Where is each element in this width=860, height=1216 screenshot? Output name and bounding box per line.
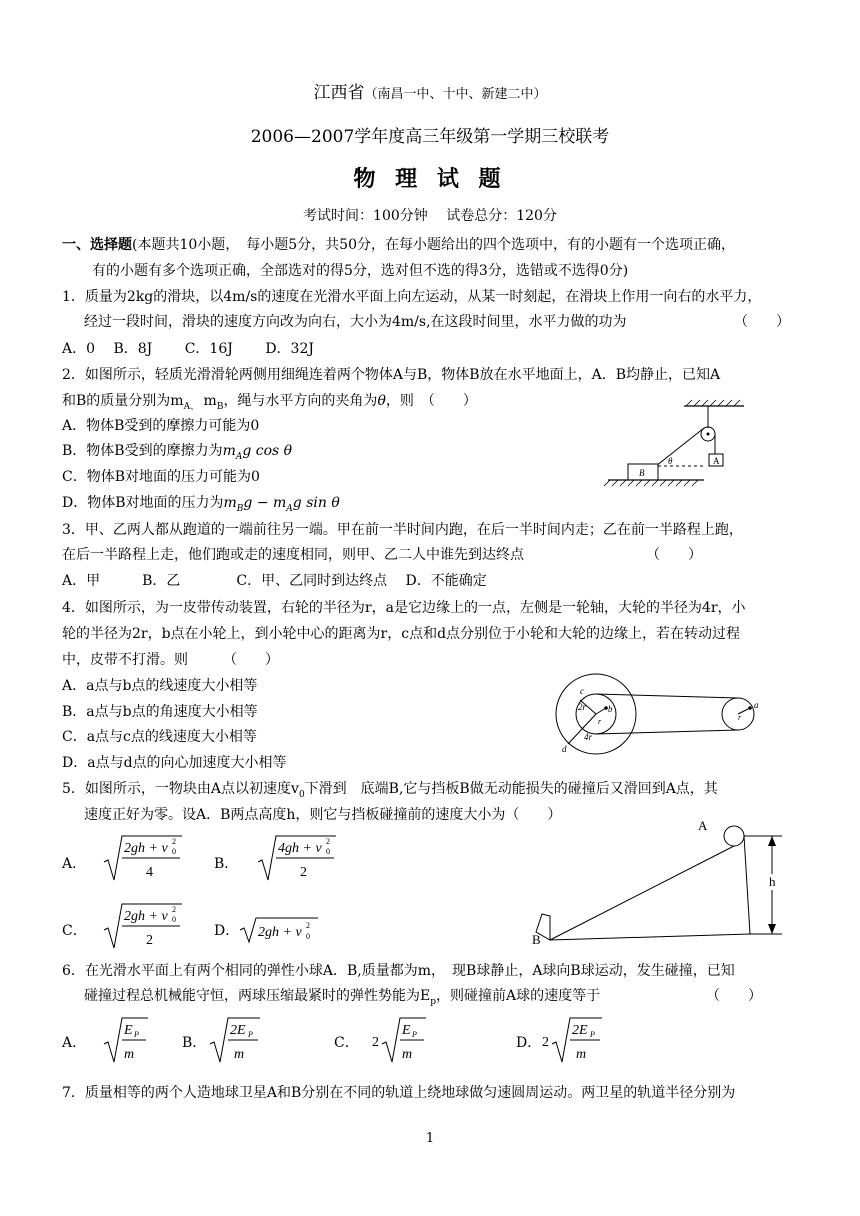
- q5-optC-den: 2: [146, 933, 153, 948]
- fig-label-h: h: [769, 874, 776, 889]
- q4-optC: C．a点与c点的线速度大小相等: [62, 729, 257, 745]
- q2-line2-m: m: [203, 393, 217, 409]
- q1-options: A．0 B．8J C．16J D．32J: [62, 341, 314, 357]
- schools: （南昌一中、十中、新建二中）: [364, 87, 547, 102]
- q2-optB: [62, 442, 292, 466]
- q5-optB-den: 2: [300, 865, 307, 880]
- q4-line1: 4．如图所示，为一皮带传动装置，右轮的半径为r，a是它边缘上的一点，左侧是一轮轴，大轮的半径为4r，小: [62, 600, 746, 616]
- q2-optD-sub2: A: [286, 503, 293, 514]
- q6-optA-label: A．: [62, 1035, 87, 1051]
- q6-optA-den: m: [124, 1047, 135, 1062]
- subject-title: 物 理 试 题: [353, 166, 507, 192]
- q6-optA-num: E: [124, 1023, 133, 1038]
- fig-label-r2: r: [738, 713, 742, 722]
- q2-sub-b: B: [216, 401, 224, 412]
- q6-optD-den: m: [576, 1047, 587, 1062]
- sub0: 0: [326, 847, 330, 856]
- q6-optC-den: m: [402, 1047, 413, 1062]
- q2-optC: C．物体B对地面的压力可能为0: [62, 469, 260, 485]
- q2-optD-text: D．物体B对地面的压力为: [62, 495, 224, 511]
- section1-header: [62, 236, 735, 254]
- sup2: 2: [172, 837, 176, 846]
- q1-line2: 经过一段时间，滑块的速度方向改为向右，大小为4m/s,在这段时间里，水平力做的功为: [84, 314, 627, 330]
- q5-line1-b: 下滑到 底端B,它与挡板B做无动能损失的碰撞后又滑回到A点，其: [304, 781, 718, 797]
- q2-optD-sub1: B: [236, 503, 244, 514]
- q2-optD-m1: m: [223, 495, 237, 511]
- q6-line2: [84, 987, 600, 1011]
- q5-line1-sub: 0: [298, 789, 305, 800]
- q5-line1: [62, 780, 718, 804]
- q4-optB: B．a点与b点的角速度大小相等: [62, 704, 258, 720]
- q6-optC-label: C．: [334, 1035, 359, 1051]
- sub0: 0: [306, 932, 310, 941]
- q5-optB-label: B．: [214, 856, 239, 872]
- q6-optD-num: 2E: [572, 1023, 588, 1038]
- sup2: 2: [326, 837, 330, 846]
- fig-label-A: A: [698, 818, 708, 833]
- q6-optD-radical: [540, 1014, 606, 1066]
- q6-optB-num: 2E: [230, 1023, 246, 1038]
- fig-label-B: B: [532, 932, 541, 947]
- q4-optA: A．a点与b点的线速度大小相等: [62, 678, 258, 694]
- q5-optD-label: D．: [214, 923, 240, 939]
- fig-label-a: a: [754, 700, 759, 710]
- q5-optD-radical: [238, 914, 322, 946]
- exam-info: 考试时间：100分钟 试卷总分：120分: [303, 208, 557, 224]
- fig-theta: θ: [668, 456, 673, 466]
- q5-optC-label: C．: [62, 923, 87, 939]
- q2-line1: 2．如图所示，轻质光滑滑轮两侧用细绳连着两个物体A与B，物体B放在水平地面上，A．B均静止，已知A: [62, 367, 721, 383]
- q5-optA-num: 2gh + v: [124, 841, 168, 856]
- q1-paren: （ ）: [734, 314, 790, 330]
- q6-optC-radical: [370, 1014, 430, 1066]
- q5-line2: 速度正好为零。设A．B两点高度h，则它与挡板碰撞前的速度大小为（ ）: [84, 807, 562, 823]
- q5-optC-num: 2gh + v: [124, 909, 168, 924]
- sub0: 0: [172, 847, 176, 856]
- q5-optA-label: A．: [62, 856, 87, 872]
- q5-optC-radical: [102, 900, 184, 952]
- sup2: 2: [306, 921, 310, 930]
- pulley-diagram: [604, 398, 754, 494]
- q6-optA-radical: [102, 1014, 152, 1066]
- q5-optD-expr: 2gh + v: [258, 925, 302, 940]
- subP: P: [412, 1030, 417, 1039]
- exam-title: 2006—2007学年度高三年级第一学期三校联考: [250, 127, 610, 147]
- q6-line2-sub: p: [430, 996, 436, 1007]
- q6-line2-b: ，则碰撞前A球的速度等于: [435, 988, 601, 1004]
- subP: P: [134, 1030, 139, 1039]
- section1-title: 一、选择题: [62, 237, 132, 253]
- q2-optD-mid: g − m: [243, 495, 287, 511]
- fig-label-2r: 2r: [578, 702, 587, 712]
- q2-line2-g: ，则 （ ）: [385, 393, 477, 409]
- page-number: 1: [425, 1131, 435, 1146]
- q6-optD-label: D．: [516, 1035, 542, 1051]
- q3-paren: （ ）: [646, 547, 702, 563]
- belt-drive-diagram: [550, 672, 770, 762]
- q5-optB-num: 4gh + v: [278, 841, 322, 856]
- q1-line1: 1．质量为2kg的滑块，以4m/s的速度在光滑水平面上向左运动，从某一时刻起，在滑块上作用一向右的水平力，: [62, 289, 762, 305]
- section1-desc-2: 有的小题有多个选项正确，全部选对的得5分，选对但不选的得3分，选错或不选得0分): [92, 263, 629, 279]
- fig-label-c: c: [580, 686, 584, 696]
- q4-optD: D．a点与d点的向心加速度大小相等: [62, 755, 287, 771]
- q6-paren: （ ）: [706, 988, 762, 1004]
- q2-optB-m: m: [222, 443, 236, 459]
- fig-label-A: A: [713, 456, 720, 466]
- q3-options: A．甲 B．乙 C．甲、乙同时到达终点 D．不能确定: [62, 573, 487, 589]
- q5-optA-den: 4: [146, 865, 153, 880]
- q5-optA-radical: [102, 832, 184, 884]
- q2-sub-a: A、: [183, 401, 200, 412]
- fig-label-r: r: [598, 717, 602, 726]
- fig-label-B: B: [639, 468, 645, 478]
- q2-line2-e: ，绳与水平方向的夹角为: [223, 393, 378, 409]
- q6-optC-num: E: [402, 1023, 411, 1038]
- q4-line3: 中，皮带不打滑。则 （ ）: [62, 652, 279, 668]
- q2-line2-a: 和B的质量分别为m: [62, 393, 184, 409]
- q6-line1: 6．在光滑水平面上有两个相同的弹性小球A．B,质量都为m， 现B球静止，A球向B球运动，发生碰撞，已知: [62, 963, 735, 979]
- fig-label-d: d: [562, 744, 567, 754]
- q6-optD-coef: 2: [542, 1035, 549, 1050]
- q6-optB-radical: [208, 1014, 264, 1066]
- q6-optC-coef: 2: [372, 1035, 379, 1050]
- q2-optB-sub: A: [235, 451, 243, 462]
- section1-desc-1: (本题共10小题， 每小题5分，共50分，在每小题给出的四个选项中，有的小题有一个选项正确，: [132, 237, 735, 253]
- q5-line1-a: 5．如图所示，一物块由A点以初速度v: [62, 781, 299, 797]
- sub0: 0: [172, 915, 176, 924]
- subP: P: [248, 1030, 253, 1039]
- q3-line2: 在后一半路程上走，他们跑或走的速度相同，则甲、乙二人中谁先到达终点: [62, 547, 524, 563]
- subP: P: [590, 1030, 595, 1039]
- q6-optB-label: B．: [182, 1035, 207, 1051]
- q5-optB-radical: [256, 832, 338, 884]
- q3-line1: 3．甲、乙两人都从跑道的一端前往另一端。甲在前一半时间内跑，在后一半时间内走；乙在前一半路程上跑，: [62, 522, 743, 538]
- fig-label-4r: 4r: [584, 732, 593, 742]
- q2-line2: [62, 392, 477, 416]
- q2-optB-text: B．物体B受到的摩擦力为: [62, 443, 223, 459]
- q7-line1: 7．质量相等的两个人造地球卫星A和B分别在不同的轨道上绕地球做匀速圆周运动。两卫星的轨道半径分别为: [62, 1085, 736, 1101]
- q4-line2: 轮的半径为2r，b点在小轮上，到小轮中心的距离为r，c点和d点分别位于小轮和大轮的边缘上，若在转动过程: [62, 626, 741, 642]
- q6-line2-a: 碰撞过程总机械能守恒，两球压缩最紧时的弹性势能为E: [84, 988, 431, 1004]
- header-line: [0, 84, 860, 104]
- fig-label-b: b: [608, 704, 613, 714]
- q2-optD: [62, 494, 340, 518]
- q6-optB-den: m: [234, 1047, 245, 1062]
- q2-optB-tail: g cos θ: [242, 443, 293, 459]
- sup2: 2: [172, 905, 176, 914]
- q2-optD-tail: g sin θ: [292, 495, 340, 511]
- incline-diagram: [528, 814, 790, 948]
- theta-symbol: θ: [377, 393, 386, 409]
- q2-optA: A．物体B受到的摩擦力可能为0: [62, 418, 260, 434]
- province: 江西省: [313, 83, 365, 103]
